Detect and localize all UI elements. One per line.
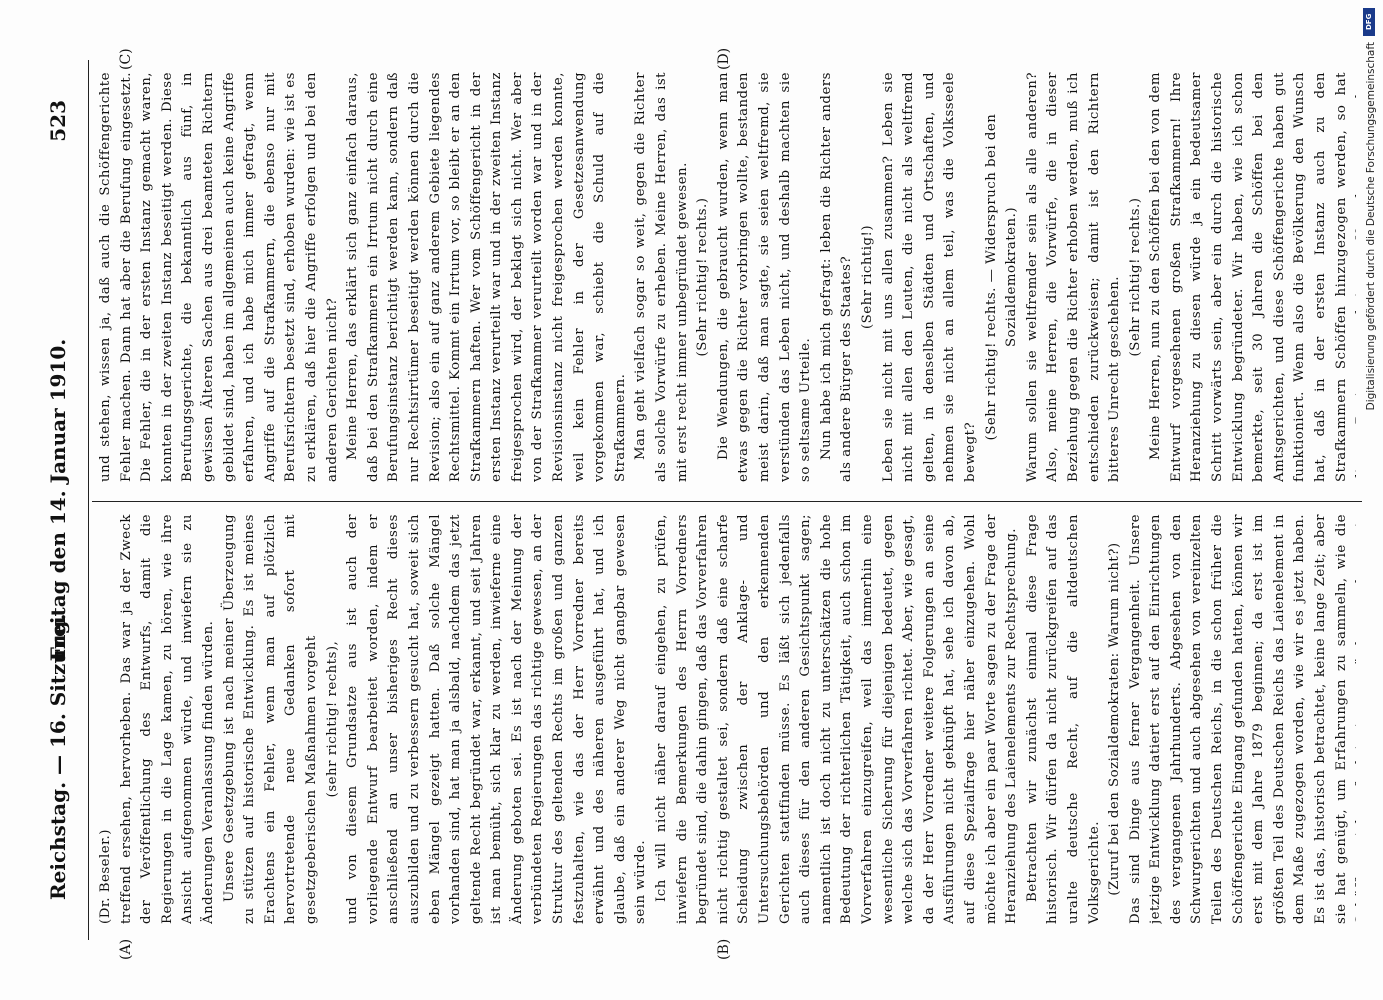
- paragraph: Betrachten wir zunächst einmal diese Frage historisch. Wir dürfen da nicht zurückgreifen auf das uralte deutsche Recht, auf die altdeutschen Volksgerichte.: [1024, 514, 1102, 924]
- paragraph: Meine Herren, nun zu den Schöffen bei den von dem Entwurf vorgesehenen großen Strafkammern! Ihre Heranziehung zu diesen würde ja ein bedeutsamer Schritt vorwärts sein, aber ein durch die historische Entwicklung begründeter. Wir haben, wie ich schon bemerkte, seit 30 Jahren die Schöffen bei den Amtsgerichten, und diese Schöffengerichte haben gut funktioniert. Wenn also die Bevölkerung den Wunsch hat, daß in der ersten Instanz auch zu den Strafkammern Schöffen hinzugezogen werden, so hat: [1148, 72, 1349, 482]
- paragraph: Unsere Gesetzgebung ist nach meiner Überzeugung zu stützen auf historische Entwicklung. Es ist meines Erachtens ein Fehler, wenn man auf plötzlich hervortretende neue Gedanken sofort mit gesetzgeberischen Maßnahmen vorgeht: [221, 514, 319, 924]
- paragraph: Ich will nicht näher darauf eingehen, zu prüfen, inwiefern die Bemerkungen des Herrn Vorredners begründet sind, die dahin gingen, daß das Vorverfahren nicht richtig gestaltet sei, sondern daß eine scharfe Scheidung zwischen der Anklage- und Untersuchungsbehörden und den erkennenden Gerichten stattfinden müsse. Es läßt sich jedenfalls auch dieses für den anderen Gesichtspunkt sagen; namentlich ist doch nicht zu unterschätzen die hohe Bedeutung der richterlichen Tätigkeit, auch schon im Vorverfahren einzugreifen, weil das immerhin eine wesentliche Sicherung für diejenigen bedeutet, gegen welche sich das Vorverfahren richtet. Aber, wie gesagt, da der Herr Vorredner weitere Folgerungen an seine Ausführungen nicht geknüpft hat, sehe ich davon ab, auf diese Spezialfrage hier näher einzugehen. Wohl möchte ich aber ein paar Worte sagen zu der Frage der Heranziehung des Laienelements zur Rechtsprechung.: [654, 514, 1020, 924]
- interjection: (sehr richtig! rechts),: [324, 640, 340, 798]
- dfg-logo-icon: DFG: [1363, 8, 1375, 36]
- header-rule: [88, 60, 89, 940]
- margin-mark-b: (B): [716, 938, 732, 960]
- interjection: (Sehr richtig! rechts.): [695, 197, 711, 357]
- page-header: [42, 60, 78, 940]
- paragraph: Die Wendungen, die gebraucht wurden, wenn man etwas gegen die Richter vorbringen wollte, bestanden meist darin, daß man sagte, sie seien weltfremd, sie verstünden das Leben nicht, und deshalb machten sie so seltsame Urteile.: [715, 72, 814, 482]
- header-center: Freitag den 14. Januar 1910.: [46, 338, 70, 662]
- interjection: (Sehr richtig!): [859, 224, 875, 330]
- paragraph: und stehen, wissen ja, daß auch die Schöffengerichte Fehler machen. Dann hat aber die Berufung eingesetzt. Die Fehler, die in der ersten Instanz gemacht waren, konnten in der zweiten Instanz beseitigt werden. Diese Berufungsgerichte, die bekanntlich aus fünf, in gewissen Älteren Sachen aus drei beamteten Richtern gebildet sind, haben im allgemeinen auch keine Angriffe erfahren, und ich habe mich immer gefragt, wenn Angriffe auf die Strafkammern, die ebenso nur mit Berufsrichtern besetzt sind, erhoben wurden: wie ist es zu erklären, daß hier die Angriffe erfolgen und bei den anderen Gerichten nicht?: [98, 72, 340, 482]
- column-divider: [92, 501, 1362, 502]
- page-number: 523: [46, 100, 70, 142]
- interjection: (Zuruf bei den Sozialdemokraten: Warum nicht?): [1107, 542, 1123, 896]
- paragraph: Leben sie nicht mit uns allen zusammen? Leben sie nicht mit allen den Leuten, die nicht als weltfremd gelten, in denselben Städten und Ortschaften, und nehmen sie nicht an allem teil, was die Volksseele bewegt?: [880, 72, 978, 482]
- paragraph: treffend ersehen, hervorheben. Das war ja der Zweck der Veröffentlichung des Entwurfs, damit die Regierungen in die Lage kamen, zu hören, wie ihre Ansicht aufgenommen würde, und inwiefern sie zu Änderungen Veranlassung finden würden.: [118, 514, 216, 924]
- paragraph: Warum sollen sie weltfremder sein als alle anderen? Also, meine Herren, die Vorwürfe, die in dieser Beziehung gegen die Richter erhoben werden, muß ich entschieden zurückweisen; damit ist den Richtern bitteres Unrecht geschehen.: [1024, 72, 1123, 482]
- left-column: [96, 514, 1356, 924]
- margin-mark-a: (A): [118, 938, 134, 960]
- margin-mark-c: (C): [118, 48, 134, 70]
- interjection: (Sehr richtig! rechts. — Widerspruch bei den Sozialdemokraten.): [983, 113, 1020, 441]
- right-column: [96, 72, 1356, 482]
- digitization-credit: [1361, 0, 1377, 1000]
- paragraph: Nun habe ich mich gefragt: leben die Richter anders als andere Bürger des Staates?: [818, 72, 855, 482]
- paragraph: und von diesem Grundsatze aus ist auch der vorliegende Entwurf bearbeitet worden, indem er anschließend an unser bisheriges Recht dieses auszubilden und zu verbessern gesucht hat, soweit sich eben Mängel gezeigt hatten. Daß solche Mängel vorhanden sind, hat man ja alsbald, nachdem das jetzt geltende Recht begründet war, erkannt, und seit Jahren ist man bemüht, sich klar zu werden, inwieferne eine Änderung geboten sei. Es ist nach der Meinung der verbündeten Regierungen das richtige gewesen, an der Struktur des geltenden Rechts im großen und ganzen festzuhalten, wie das der Herr Vorredner bereits erwähnt und des näheren ausgeführt hat, und ich glaube, daß ein anderer Weg nicht gangbar gewesen sein würde.: [345, 514, 649, 924]
- interjection: (Sehr richtig! rechts.): [1127, 197, 1143, 357]
- paragraph: Man geht vielfach sogar so weit, gegen die Richter als solche Vorwürfe zu erheben. Meine Herren, das ist mit erst recht immer unbegründet gewesen.: [633, 72, 690, 482]
- paragraph: Das sind Dinge aus ferner Vergangenheit. Unsere jetzige Entwicklung datiert erst auf den Einrichtungen des vergangenen Jahrhunderts. Abgesehen von den Schwurgerichten und auch abgesehen von vereinzelten Teilen des Deutschen Reichs, in die schon früher die Schöffengerichte Eingang gefunden hatten, können wir erst mit dem Jahre 1879 beginnen; da erst ist im größten Teil des Deutschen Reichs das Laienelement in dem Maße zugezogen worden, wie wir es jetzt haben. Es ist das, historisch betrachtet, keine lange Zeit; aber sie hat genügt, um Erfahrungen zu sammeln, wie die: [1127, 514, 1349, 924]
- speaker-note: (Dr. Beseler.): [98, 829, 113, 924]
- header-left: Reichstag. — 16. Sitzung.: [46, 613, 70, 900]
- paragraph: Meine Herren, das erklärt sich ganz einfach daraus, daß bei den Strafkammern ein Irrtum nicht durch eine Berufungsinstanz berichtigt werden kann, sondern daß nur Rechtsirrtümer beseitigt werden können durch die Revision; also ein auf ganz anderem Gebiete liegendes Rechtsmittel. Kommt ein Irrtum vor, so bleibt er an den Strafkammern haften. Wer vom Schöffengericht in der ersten Instanz verurteilt war und in der zweiten Instanz freigesprochen wird, der beklagt sich nicht. Wer aber von der Strafkammer verurteilt worden war und in der Revisionsinstanz nicht freigesprochen werden konnte, weil kein Fehler in der Gesetzesanwendung vorgekommen war, schiebt die Schuld auf die Strafkammern.: [345, 72, 628, 482]
- margin-mark-d: (D): [716, 47, 732, 70]
- funding-note: Digitalisierung gefördert durch die Deutsche Forschungsgemeinschaft: [1365, 42, 1377, 411]
